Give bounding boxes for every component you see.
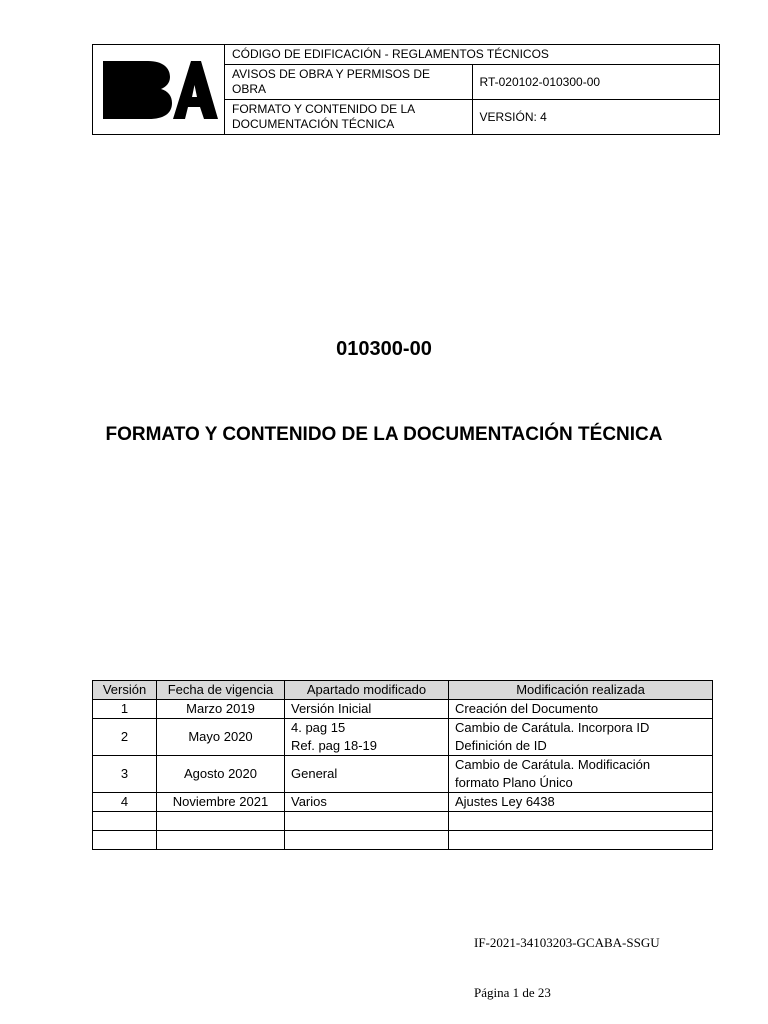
cell-version: 1	[93, 700, 157, 719]
versions-table	[92, 680, 713, 850]
cell-line: Versión Inicial	[291, 701, 372, 716]
cell-empty	[449, 812, 713, 831]
col-header-version: Versión	[93, 681, 157, 700]
table-row-empty	[93, 812, 713, 831]
table-row	[93, 719, 713, 756]
cell-empty	[285, 831, 449, 850]
table-row	[93, 756, 713, 793]
table-row	[93, 700, 713, 719]
table-row-empty	[93, 831, 713, 850]
cell-version: 2	[93, 719, 157, 756]
page-number: Página 1 de 23	[474, 985, 551, 1000]
cell-version: 4	[93, 793, 157, 812]
cell-modificacion	[449, 700, 713, 719]
cell-empty	[93, 831, 157, 850]
cell-apartado	[285, 719, 449, 756]
cell-empty	[449, 831, 713, 850]
cell-fecha: Noviembre 2021	[157, 793, 285, 812]
cell-apartado	[285, 793, 449, 812]
header-doc-subject: FORMATO Y CONTENIDO DE LA DOCUMENTACIÓN TÉCNICA	[225, 100, 473, 135]
cell-line: Cambio de Carátula. Incorpora ID	[455, 720, 650, 735]
cell-modificacion	[449, 756, 713, 793]
cell-line: Cambio de Carátula. Modificación	[455, 757, 651, 772]
cell-empty	[285, 812, 449, 831]
document-number: 010300-00	[336, 338, 432, 360]
document-header	[92, 44, 720, 135]
cell-line: Ref. pag 18-19	[291, 738, 378, 753]
logo-cell	[93, 45, 225, 135]
cell-line: General	[291, 766, 338, 781]
cell-modificacion	[449, 793, 713, 812]
cell-fecha: Mayo 2020	[157, 719, 285, 756]
cell-line: Definición de ID	[455, 738, 547, 753]
cell-empty	[157, 812, 285, 831]
header-doc-code: RT-020102-010300-00	[472, 65, 720, 100]
cell-fecha: Agosto 2020	[157, 756, 285, 793]
ba-logo	[93, 58, 224, 122]
versions-table-header	[93, 681, 713, 700]
table-row	[93, 793, 713, 812]
cell-line: Varios	[291, 794, 327, 809]
cell-empty	[157, 831, 285, 850]
header-version: VERSIÓN: 4	[472, 100, 720, 135]
cell-version: 3	[93, 756, 157, 793]
cell-line: formato Plano Único	[455, 775, 573, 790]
cell-fecha: Marzo 2019	[157, 700, 285, 719]
ba-logo-icon	[100, 58, 218, 122]
col-header-apartado: Apartado modificado	[285, 681, 449, 700]
document-title: FORMATO Y CONTENIDO DE LA DOCUMENTACIÓN TÉCNICA	[105, 424, 663, 445]
cell-empty	[93, 812, 157, 831]
col-header-fecha: Fecha de vigencia	[157, 681, 285, 700]
header-code-title: CÓDIGO DE EDIFICACIÓN - REGLAMENTOS TÉCNICOS	[225, 45, 720, 65]
cell-apartado	[285, 700, 449, 719]
document-id: IF-2021-34103203-GCABA-SSGU	[474, 935, 660, 950]
col-header-modificacion: Modificación realizada	[449, 681, 713, 700]
header-section: AVISOS DE OBRA Y PERMISOS DE OBRA	[225, 65, 473, 100]
cell-line: 4. pag 15	[291, 720, 346, 735]
cell-modificacion	[449, 719, 713, 756]
cell-apartado	[285, 756, 449, 793]
cell-line: Creación del Documento	[455, 701, 599, 716]
cell-line: Ajustes Ley 6438	[455, 794, 555, 809]
